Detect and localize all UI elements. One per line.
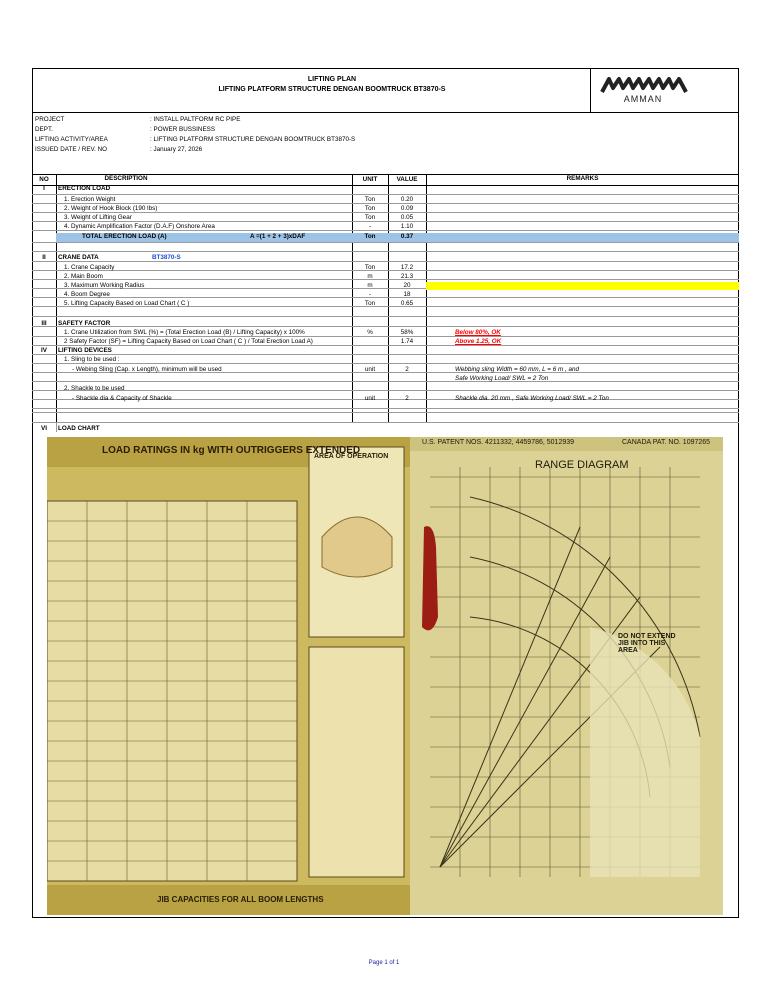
crane-row-unit: Ton — [364, 264, 376, 271]
activity-value: : LIFTING PLATFORM STRUCTURE DENGAN BOOMTRUCK BT3870-S — [150, 136, 356, 143]
crane-row-unit: - — [368, 291, 372, 298]
safety-row-remark: Below 80%, OK — [455, 329, 501, 336]
total-erection-formula: A =(1 + 2 + 3)xDAF — [250, 233, 306, 240]
highlight-cell — [426, 282, 739, 290]
crane-row-value: 17.2 — [400, 264, 414, 271]
erection-row-unit: Ton — [364, 214, 376, 221]
logo-text: AMMAN — [623, 94, 663, 104]
crane-row-desc: 3. Maximum Working Radius — [64, 282, 145, 289]
section-title-safety: SAFETY FACTOR — [58, 320, 111, 327]
range-diagram-title: RANGE DIAGRAM — [535, 459, 629, 471]
section-title-load-chart: LOAD CHART — [58, 425, 100, 432]
erection-row-desc: 3. Weight of Lifting Gear — [64, 214, 132, 221]
section-no-i: I — [43, 185, 45, 192]
section-no-iii: III — [41, 320, 47, 327]
row-separator — [32, 390, 739, 391]
header-description: DESCRIPTION — [104, 175, 148, 182]
canada-patent-label: CANADA PAT. NO. 1097265 — [622, 439, 711, 446]
crane-row-value: 20 — [403, 282, 411, 289]
header-value: VALUE — [396, 176, 418, 183]
erection-row-value: 0.05 — [400, 214, 414, 221]
row-separator — [32, 408, 739, 409]
erection-row-unit: Ton — [364, 196, 376, 203]
row-separator — [32, 422, 739, 423]
range-diagram-photo — [410, 437, 723, 915]
safety-row-desc: 1. Crane Utilization from SWL (%) = (Total Erection Load (B) / Lifting Capacity) x 100% — [64, 329, 305, 336]
sling-remark-2: Safe Working Load/ SWL = 2 Ton — [455, 375, 549, 382]
sling-unit: unit — [364, 366, 376, 373]
col-line-no-ext — [56, 422, 57, 432]
section-title-erection: ERECTION LOAD — [58, 185, 111, 192]
document-subtitle: LIFTING PLATFORM STRUCTURE DENGAN BOOMTRUCK BT3870-S — [218, 86, 446, 93]
amman-logo — [600, 74, 690, 106]
section-title-devices: LIFTING DEVICES — [58, 347, 112, 354]
shackle-description: - Shackle dia & Capacity of Shackle — [72, 395, 172, 402]
total-erection-unit: Ton — [364, 233, 376, 240]
safety-row-remark: Above 1.25, OK — [455, 338, 502, 345]
row-separator — [32, 363, 739, 364]
jib-capacities-label: JIB CAPACITIES FOR ALL BOOM LENGTHS — [157, 895, 324, 904]
crane-row-unit: m — [367, 282, 373, 289]
crane-model: BT3870-S — [152, 254, 181, 261]
sling-remark-1: Webbing sling Width = 60 mm, L = 6 m , and — [455, 366, 579, 373]
crane-row-desc: 5. Lifting Capacity Based on Load Chart ( C ) — [64, 300, 190, 307]
erection-row-desc: 1. Erection Weight — [64, 196, 116, 203]
header-no: NO — [39, 176, 49, 183]
row-separator — [32, 326, 739, 327]
page-number: Page 1 of 1 — [368, 960, 400, 966]
dept-label: DEPT. — [35, 126, 53, 133]
do-not-extend-warning: DO NOT EXTEND JIB INTO THIS AREA — [618, 633, 676, 654]
erection-row-value: 0.20 — [400, 196, 414, 203]
activity-label: LIFTING ACTIVITY/AREA — [35, 136, 108, 143]
header-divider — [32, 112, 739, 113]
crane-row-desc: 1. Crane Capacity — [64, 264, 115, 271]
load-rating-title: LOAD RATINGS IN kg WITH OUTRIGGERS EXTENDED — [102, 445, 361, 456]
header-unit: UNIT — [362, 176, 378, 183]
crane-row-value: 21.3 — [400, 273, 414, 280]
section-no-ii: II — [42, 254, 46, 261]
row-separator — [32, 261, 739, 262]
shackle-heading: 2. Shackle to be used — [64, 385, 125, 392]
sling-heading: 1. Sling to be used : — [64, 356, 120, 363]
row-separator — [32, 316, 739, 317]
issued-date-value: : January 27, 2026 — [150, 146, 203, 153]
row-separator — [32, 381, 739, 382]
crane-row-value: 18 — [403, 291, 411, 298]
crane-row-desc: 2. Main Boom — [64, 273, 103, 280]
row-separator — [32, 194, 739, 195]
sling-description: - Webing Sling (Cap. x Length), minimum will be used — [72, 366, 222, 373]
crane-row-desc: 4. Boom Degree — [64, 291, 110, 298]
amman-logo-icon — [600, 74, 690, 104]
load-rating-chart-photo — [47, 437, 410, 915]
safety-row-value: 58% — [400, 329, 414, 336]
section-no-iv: IV — [41, 347, 47, 354]
sling-value: 2 — [405, 366, 409, 373]
erection-row-value: 1.10 — [400, 223, 414, 230]
row-separator — [32, 251, 739, 252]
row-separator — [32, 354, 739, 355]
erection-row-desc: 2. Weight of Hook Block (190 lbs) — [64, 205, 158, 212]
area-of-operation-label: AREA OF OPERATION — [314, 453, 389, 460]
safety-row-value: 1.74 — [400, 338, 414, 345]
erection-row-unit: - — [368, 223, 372, 230]
load-rating-grid — [47, 437, 410, 915]
safety-row-unit: % — [367, 329, 373, 336]
erection-row-value: 0.09 — [400, 205, 414, 212]
project-label: PROJECT — [35, 116, 65, 123]
safety-row-desc: 2 Safety Factor (SF) = Lifting Capacity Based on Load Chart ( C ) / Total Erection Load A) — [64, 338, 313, 345]
erection-row-desc: 4. Dynamic Amplification Factor (D.A.F) Onshore Area — [64, 223, 215, 230]
shackle-unit: unit — [364, 395, 376, 402]
section-no-vi: VI — [41, 425, 47, 432]
row-separator — [32, 412, 739, 413]
total-erection-value: 0.37 — [400, 233, 414, 240]
issued-date-label: ISSUED DATE / REV. NO — [35, 146, 108, 153]
header-remarks: REMARKS — [566, 175, 599, 182]
dept-value: : POWER BUSSINESS — [150, 126, 216, 133]
crane-row-unit: Ton — [364, 300, 376, 307]
erection-row-unit: Ton — [364, 205, 376, 212]
us-patent-label: U.S. PATENT NOS. 4211332, 4459786, 5012939 — [422, 439, 575, 446]
shackle-value: 2 — [405, 395, 409, 402]
crane-row-value: 0.65 — [400, 300, 414, 307]
shackle-remark: Shackle dia. 20 mm , Safe Working Load/ SWL = 2 Ton — [455, 395, 609, 402]
document-title: LIFTING PLAN — [307, 76, 357, 83]
project-value: : INSTALL PALTFORM RC PIPE — [150, 116, 241, 123]
crane-row-unit: m — [367, 273, 373, 280]
table-header-bottom — [32, 185, 739, 186]
range-diagram-grid — [410, 437, 723, 915]
section-title-crane: CRANE DATA — [58, 254, 99, 261]
total-erection-label: TOTAL ERECTION LOAD (A) — [82, 233, 167, 240]
row-separator — [32, 242, 739, 243]
